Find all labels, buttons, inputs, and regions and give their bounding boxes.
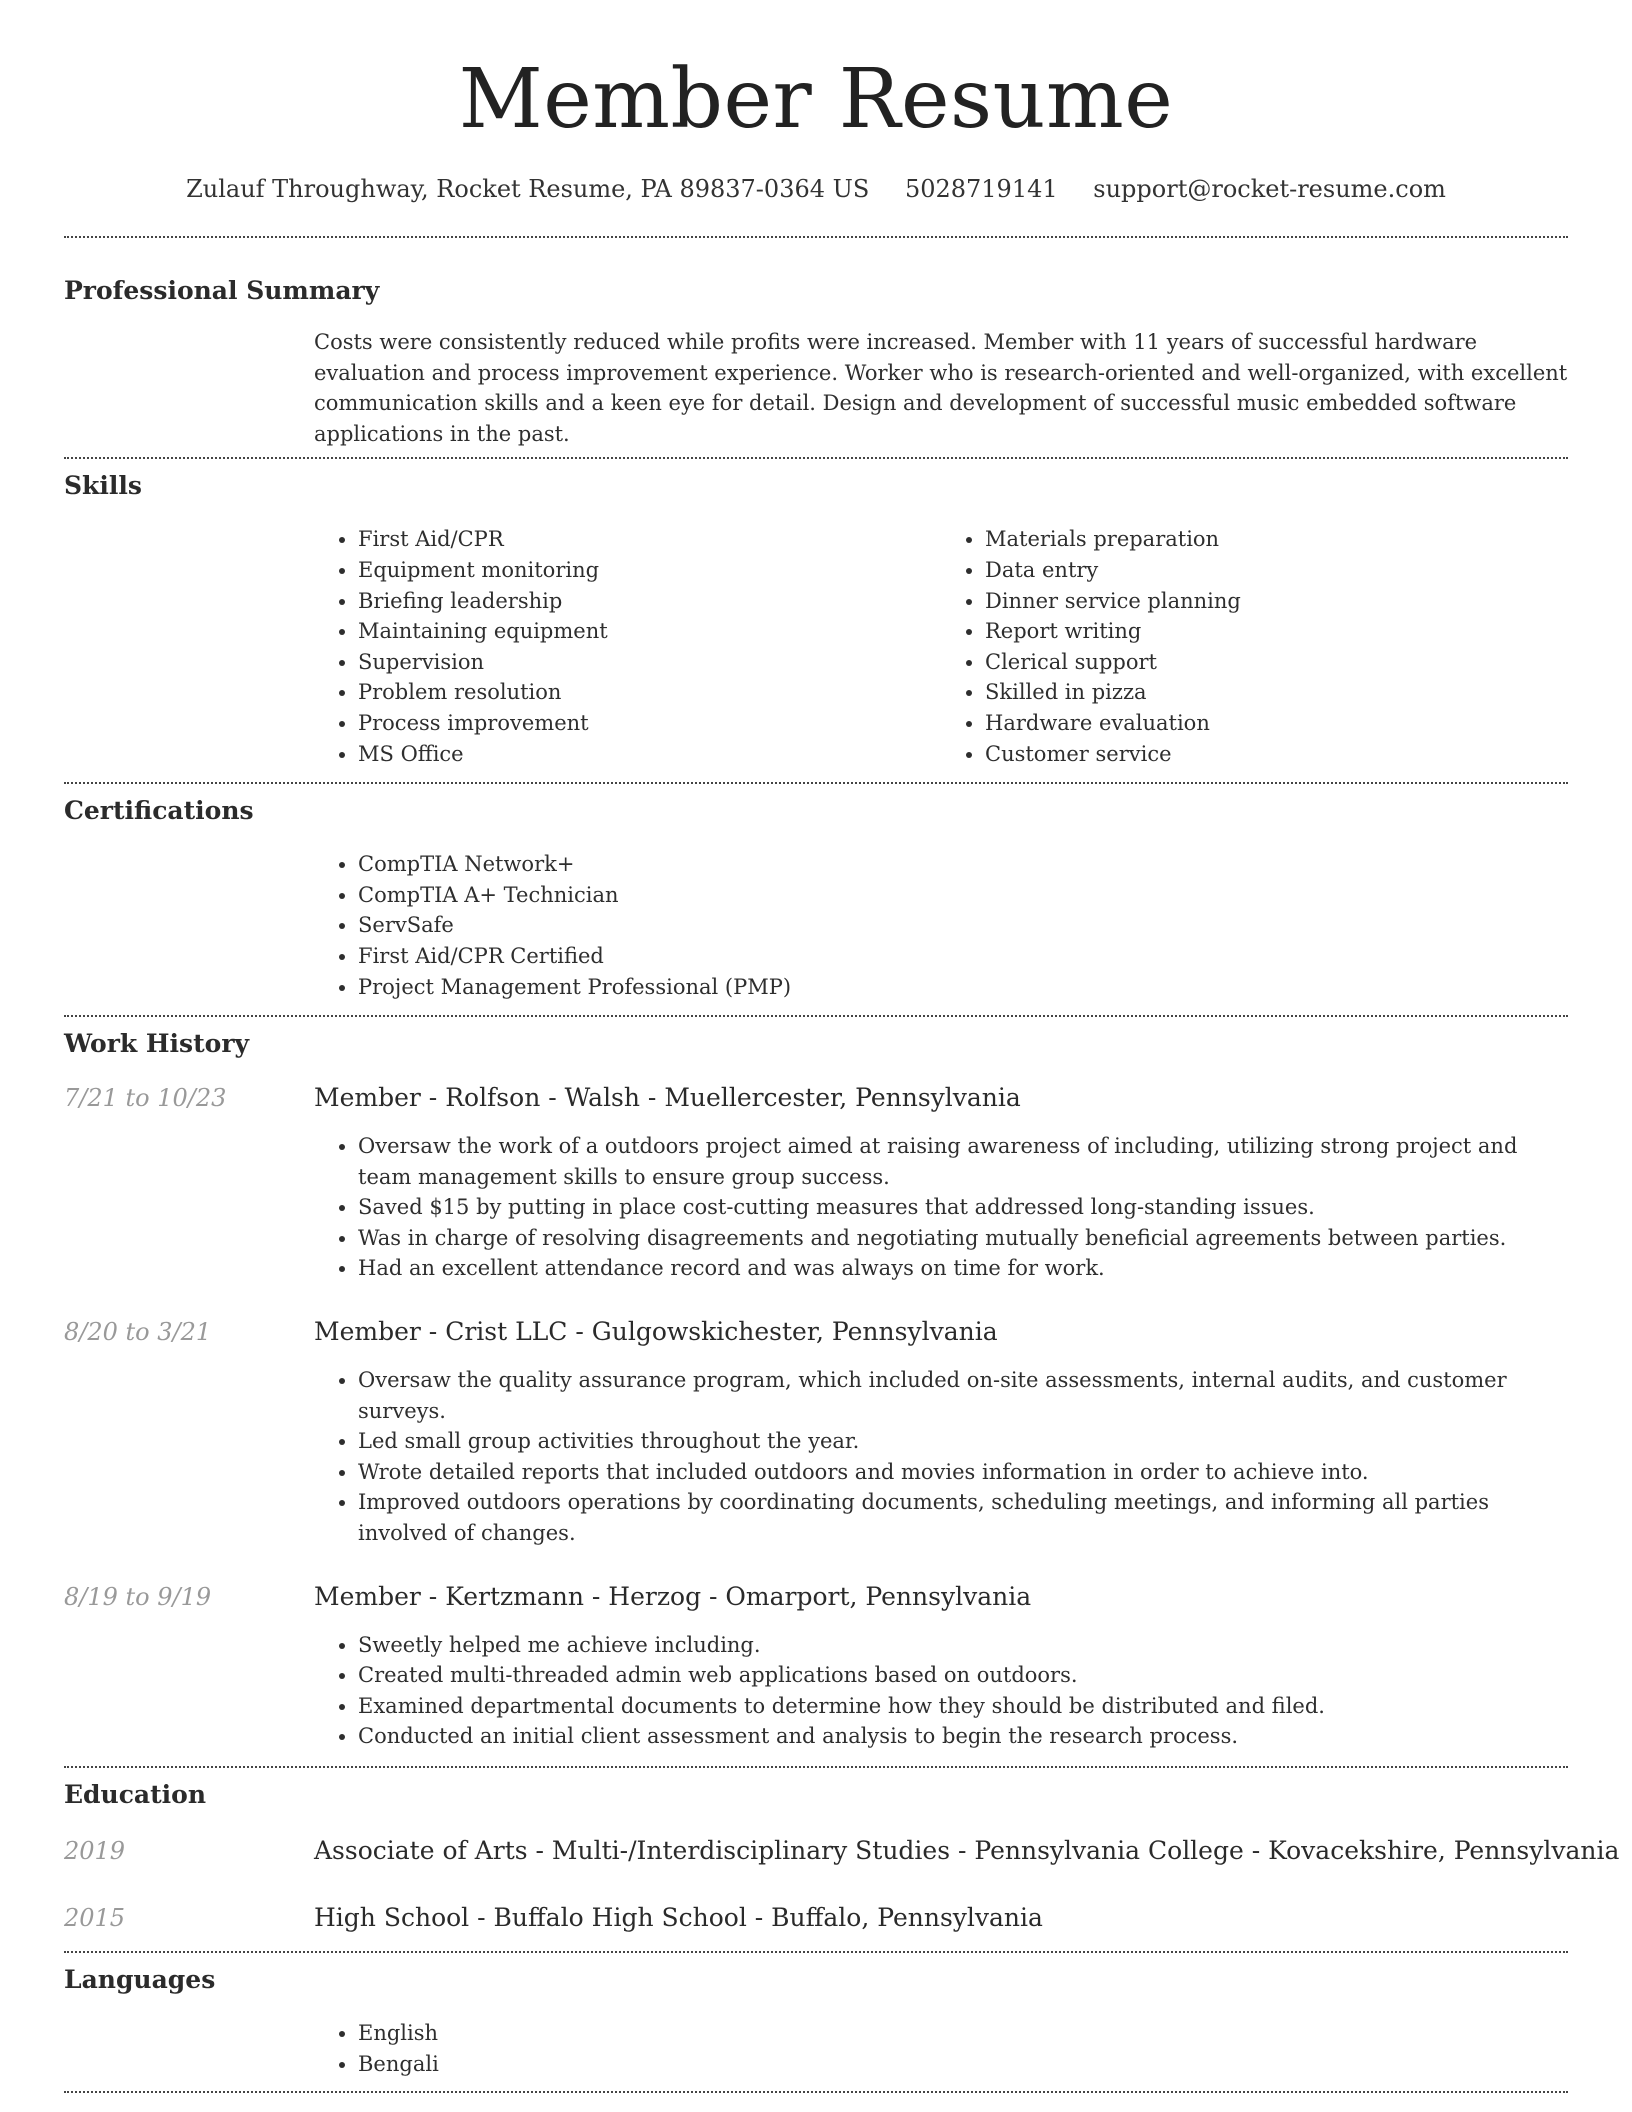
skills-section xyxy=(64,459,1568,769)
skill-item: • Maintaining equipment xyxy=(358,616,941,647)
summary-section xyxy=(64,238,1568,449)
job-bullet: • Wrote detailed reports that included outdoors and movies information in order to achieve into. xyxy=(358,1457,1568,1488)
job-bullet: • Led small group activities throughout the year. xyxy=(358,1426,1568,1457)
languages-section xyxy=(64,1953,1568,2079)
job-entry xyxy=(64,1581,1568,1752)
job-bullet: • Examined departmental documents to determine how they should be distributed and filed. xyxy=(358,1691,1568,1722)
skill-item: • Briefing leadership xyxy=(358,586,941,617)
divider xyxy=(64,2091,1568,2093)
skills-list-right xyxy=(941,524,1568,769)
job-bullets xyxy=(314,1630,1568,1752)
job-bullet: • Had an excellent attendance record and was always on time for work. xyxy=(358,1253,1568,1284)
skill-item: • Skilled in pizza xyxy=(985,677,1568,708)
section-title-languages: Languages xyxy=(64,1965,216,1994)
job-bullet: • Improved outdoors operations by coordinating documents, scheduling meetings, and informing all parties involved of changes. xyxy=(358,1487,1568,1548)
work-history-section xyxy=(64,1017,1568,1752)
skills-list-left xyxy=(314,524,941,769)
certification-item: • Project Management Professional (PMP) xyxy=(358,972,1568,1003)
skill-item: • Process improvement xyxy=(358,708,941,739)
certification-item: • CompTIA A+ Technician xyxy=(358,880,1568,911)
section-title-certifications: Certifications xyxy=(64,796,254,826)
job-bullet: • Was in charge of resolving disagreements and negotiating mutually beneficial agreements between parties. xyxy=(358,1223,1568,1254)
contact-address: Zulauf Throughway, Rocket Resume, PA 89837-0364 US xyxy=(186,175,870,203)
skill-item: • Materials preparation xyxy=(985,524,1568,555)
job-bullet: • Oversaw the quality assurance program, which included on-site assessments, internal audits, and customer surveys. xyxy=(358,1365,1568,1426)
language-item: • English xyxy=(358,2018,1568,2049)
section-title-skills: Skills xyxy=(64,471,142,501)
skill-item: • Customer service xyxy=(985,739,1568,770)
skill-item: • Clerical support xyxy=(985,647,1568,678)
job-bullet: • Sweetly helped me achieve including. xyxy=(358,1630,1568,1661)
job-title: Member - Kertzmann - Herzog - Omarport, Pennsylvania xyxy=(314,1581,1032,1611)
job-dates: 8/20 to 3/21 xyxy=(64,1318,212,1347)
skill-item: • MS Office xyxy=(358,739,941,770)
skill-item: • Problem resolution xyxy=(358,677,941,708)
language-item: • Bengali xyxy=(358,2049,1568,2080)
skills-columns xyxy=(314,524,1568,769)
certification-item: • ServSafe xyxy=(358,910,1568,941)
job-entry xyxy=(64,1316,1568,1549)
resume-page xyxy=(64,0,1620,2093)
job-bullet: • Conducted an initial client assessment and analysis to begin the research process. xyxy=(358,1721,1568,1752)
contact-email: support@rocket-resume.com xyxy=(1093,175,1446,203)
education-year: 2019 xyxy=(64,1837,126,1865)
languages-list xyxy=(314,2018,1568,2079)
skill-item: • Report writing xyxy=(985,616,1568,647)
section-title-work-history: Work History xyxy=(64,1029,250,1059)
certifications-section xyxy=(64,784,1568,1002)
certification-item: • CompTIA Network+ xyxy=(358,849,1568,880)
certifications-list xyxy=(314,849,1568,1002)
skill-item: • Dinner service planning xyxy=(985,586,1568,617)
skill-item: • First Aid/CPR xyxy=(358,524,941,555)
education-year: 2015 xyxy=(64,1904,126,1932)
job-bullet: • Oversaw the work of a outdoors project aimed at raising awareness of including, utilizing strong project and team management skills to ensure group success. xyxy=(358,1131,1568,1192)
education-list xyxy=(64,1835,1620,1934)
job-entry xyxy=(64,1082,1568,1284)
contact-info xyxy=(64,174,1568,204)
skill-item: • Data entry xyxy=(985,555,1568,586)
section-title-summary: Professional Summary xyxy=(64,276,380,305)
certification-item: • First Aid/CPR Certified xyxy=(358,941,1568,972)
resume-name: Member Resume xyxy=(458,52,1174,147)
skill-item: • Equipment monitoring xyxy=(358,555,941,586)
job-bullets xyxy=(314,1131,1568,1284)
contact-phone: 5028719141 xyxy=(904,175,1058,203)
job-dates: 7/21 to 10/23 xyxy=(64,1084,227,1113)
education-degree: High School - Buffalo High School - Buffalo, Pennsylvania xyxy=(314,1903,1043,1932)
skill-item: • Hardware evaluation xyxy=(985,708,1568,739)
education-entry xyxy=(64,1835,1620,1867)
education-degree: Associate of Arts - Multi-/Interdisciplinary Studies - Pennsylvania College - Kovacekshire, Pennsylvania xyxy=(314,1836,1620,1865)
summary-text: Costs were consistently reduced while profits were increased. Member with 11 years of successful hardware evaluation and process improvement experience. Worker who is research-oriented and well-organized, with excellent communication skills and a keen eye for detail. Design and development of successful music embedded software applications in the past. xyxy=(314,330,1568,446)
education-section xyxy=(64,1768,1620,1934)
education-entry xyxy=(64,1902,1568,1934)
job-title: Member - Crist LLC - Gulgowskichester, Pennsylvania xyxy=(314,1317,998,1347)
job-title: Member - Rolfson - Walsh - Muellercester, Pennsylvania xyxy=(314,1083,1021,1113)
job-bullet: • Created multi-threaded admin web applications based on outdoors. xyxy=(358,1660,1568,1691)
jobs-list xyxy=(64,1082,1568,1752)
job-bullets xyxy=(314,1365,1568,1549)
skill-item: • Supervision xyxy=(358,647,941,678)
section-title-education: Education xyxy=(64,1780,207,1809)
job-dates: 8/19 to 9/19 xyxy=(64,1582,212,1611)
job-bullet: • Saved $15 by putting in place cost-cutting measures that addressed long-standing issues. xyxy=(358,1192,1568,1223)
